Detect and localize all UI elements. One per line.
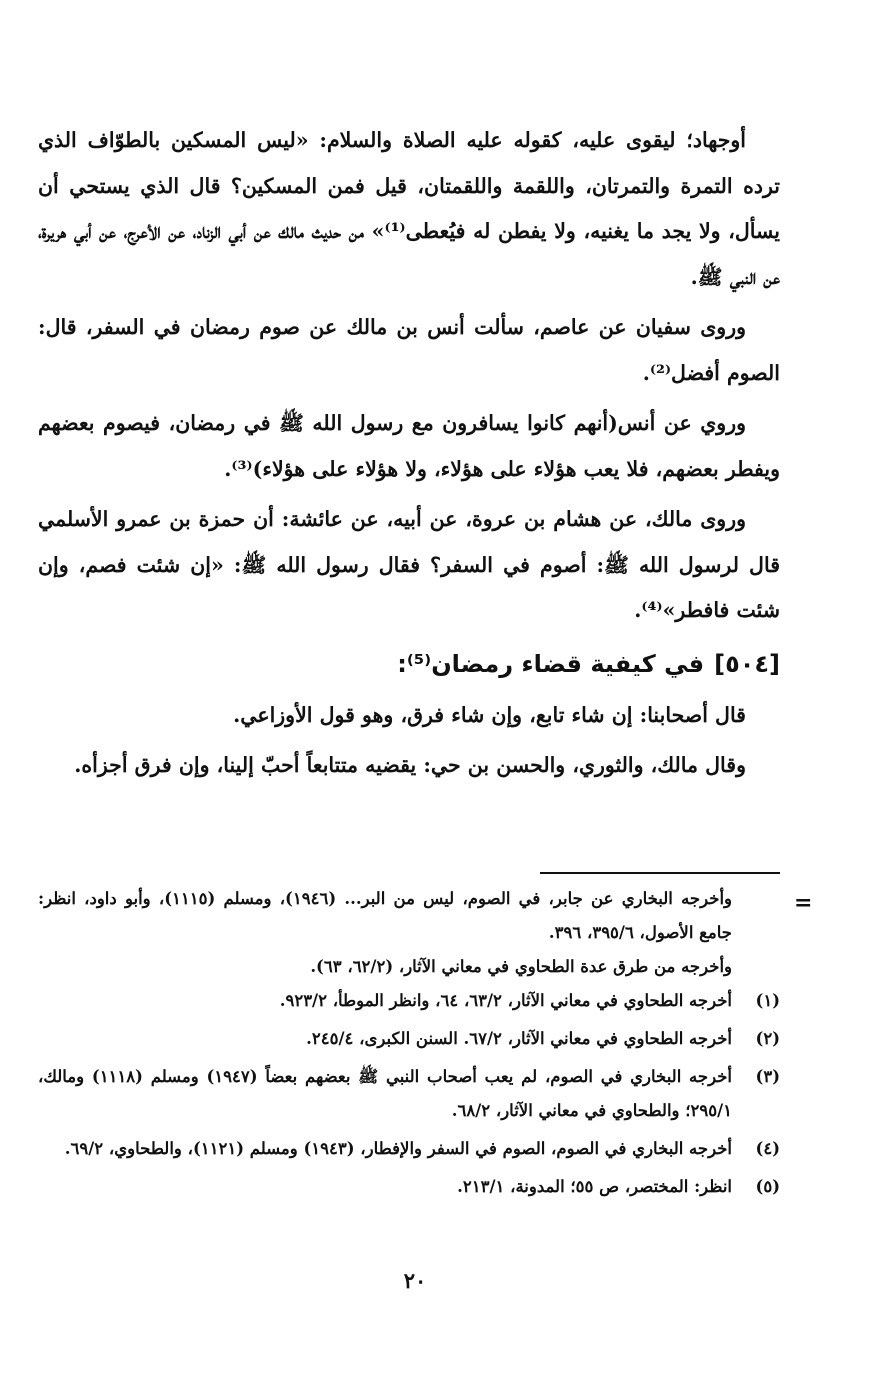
footnote-number: (٤) [755, 1139, 780, 1158]
footnote [38, 1170, 780, 1204]
footnote [38, 1022, 780, 1056]
paragraph-5: قال أصحابنا: إن شاء تابع، وإن شاء فرق، وهو قول الأوزاعي. [233, 702, 746, 727]
footnotes [38, 882, 780, 1208]
footnote-text: أخرجه البخاري في الصوم، لم يعب أصحاب النبي ﷺ بعضهم بعضاً (١٩٤٧) ومسلم (١١١٨) ومالك، ٢٩٥/١؛ والطحاوي في معاني الآثار، ٦٨/٢. [38, 1067, 732, 1120]
page-number: ٢٠ [403, 1268, 427, 1293]
footnote-text: أخرجه الطحاوي في معاني الآثار، ٦٧/٢. السنن الكبرى، ٢٤٥/٤. [306, 1029, 732, 1048]
main-text [38, 118, 780, 794]
footnote-number: (٣) [755, 1067, 780, 1086]
footnote-number: (٥) [755, 1177, 780, 1196]
section-number: [٥٠٤] [714, 649, 780, 678]
footnote [38, 1132, 780, 1166]
footnote-text: أخرجه البخاري في الصوم، الصوم في السفر والإفطار، (١٩٤٣) ومسلم (١١٢١)، والطحاوي، ٦٩/٢. [64, 1139, 732, 1158]
section-heading [38, 639, 780, 689]
paragraph-6: وقال مالك، والثوري، والحسن بن حي: يقضيه متتابعاً أحبّ إلينا، وإن فرق أجزأه. [74, 753, 746, 777]
footnote-continuation: وأخرجه البخاري عن جابر، في الصوم، ليس من البر... (١٩٤٦)، ومسلم (١١١٥)، وأبو داود، انظر: جامع الأصول، ٣٩٥/٦، ٣٩٦. [38, 889, 732, 942]
footnote-continuation: وأخرجه من طرق عدة الطحاوي في معاني الآثار، (٦٢/٢، ٦٣). [310, 957, 732, 976]
paragraph-3: وروي عن أنس(أنهم كانوا يسافرون مع رسول الله ﷺ في رمضان، فيصوم بعضهم ويفطر بعضهم، فلا يعب هؤلاء على هؤلاء، ولا هؤلاء على هؤلاء)⁽³⁾. [38, 411, 780, 481]
section-title: في كيفية قضاء رمضان⁽⁵⁾: [397, 649, 705, 678]
continuation-mark: = [794, 890, 813, 916]
footnote-separator [540, 872, 780, 874]
footnote-text: انظر: المختصر، ص ٥٥؛ المدونة، ٢١٣/١. [457, 1177, 732, 1196]
footnote [38, 1060, 780, 1128]
paragraph-4: وروى مالك، عن هشام بن عروة، عن أبيه، عن عائشة: أن حمزة بن عمرو الأسلمي قال لرسول الله ﷺ: أصوم في السفر؟ فقال رسول الله ﷺ: «إن شئت فصم، وإن شئت فافطر»⁽⁴⁾. [38, 507, 780, 622]
footnote-text: أخرجه الطحاوي في معاني الآثار، ٦٣/٢، ٦٤، وانظر الموطأ، ٩٢٣/٢. [279, 991, 732, 1010]
paragraph-2: وروى سفيان عن عاصم، سألت أنس بن مالك عن صوم رمضان في السفر، قال: الصوم أفضل⁽²⁾. [38, 315, 780, 385]
paragraph-1: أوجهاد؛ ليقوى عليه، كقوله عليه الصلاة والسلام: «ليس المسكين بالطوّاف الذي ترده التمرة والتمرتان، واللقمة واللقمتان، قيل فمن المسكين؟ قال الذي يستحي أن يسأل، ولا يجد ما يغنيه، ولا يفطن له فيُعطى⁽¹⁾» من حديث مالك عن أبي الزناد، عن الأعرج، عن أبي هريرة، عن النبي ﷺ. [38, 128, 780, 289]
footnote-number: (٢) [755, 1029, 780, 1048]
footnote-number: (١) [755, 991, 780, 1010]
footnote [38, 984, 780, 1018]
